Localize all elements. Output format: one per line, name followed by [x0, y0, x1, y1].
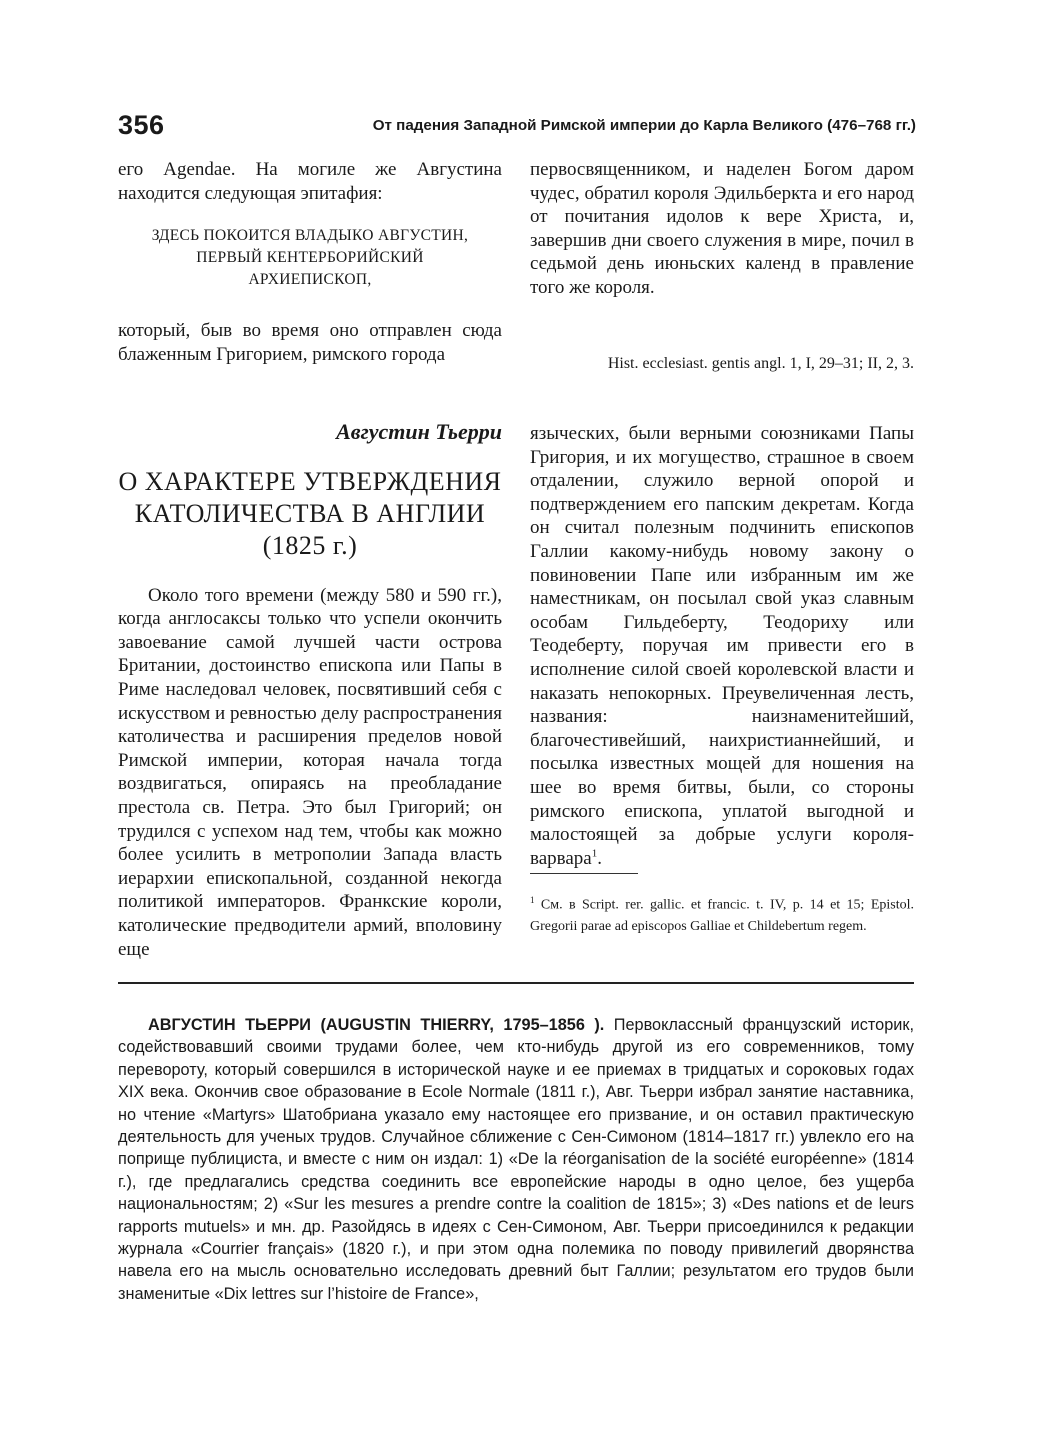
page-number: 356: [118, 110, 165, 140]
running-title: От падения Западной Римской империи до Карла Великого (476–768 гг.): [372, 117, 916, 134]
epitaph-line: ЗДЕСЬ ПОКОИТСЯ ВЛАДЫКО АВГУСТИН,: [151, 227, 469, 245]
footnote: [530, 890, 914, 937]
article-left-column: [118, 420, 502, 961]
footnote-reference: 1: [591, 847, 598, 860]
epitaph: [118, 225, 502, 291]
article-title-line: О ХАРАКТЕРЕ УТВЕРЖДЕНИЯ: [118, 466, 502, 496]
article-right-column: [530, 422, 914, 870]
epitaph-ending: первосвященником, и наделен Богом даром чудес, обратил короля Эдильберкта и его народ от почитания идолов к вере Христа, и, завершив дни своего служения в мире, почил в седьмой день июньских календ в правление того же короля.: [530, 159, 914, 298]
article-year: (1825 г.): [262, 530, 358, 560]
epitaph-line: АРХИЕПИСКОП,: [248, 271, 372, 289]
epitaph-continuation: который, быв во время оно отправлен сюда блаженным Григорием, римского города: [118, 320, 502, 365]
article-text-right: языческих, были верными союзниками Папы Григория, и их могущество, страшное в своем отдалении, служило верной опорой и подтверждением его папским декретам. Когда он считал полезным подчинить епископов Галлии какому-нибудь новому закону о повиновении Папе или избранным им же наместникам, он посылал свой указ славным особам Гильдеберту, Теодориху или Теодеберту, поручая им привести его в исполнение силой своей королевской власти и наказать непокорных. Преувеличенная лесть, названия: наизнаменитейший, благочестивейший, наихристианнейший, и посылка известных мощей для ношения на шее во время битвы, были, со стороны римского епископа, уплатой выгодной и малостоящей за добрые услуги короля-варвара$^1$.: [530, 423, 914, 869]
footnote-number: 1: [530, 895, 535, 905]
article-text-right-body: языческих, были верными союзниками Папы Григория, и их могущество, страшное в своем отдалении, служило верной опорой и подтверждением его папским декретам. Когда он считал полезным подчинить епископов Галлии какому-нибудь новому закону о повиновении Папе или избранным им же наместникам, он посылал свой указ славным особам Гильдеберту, Теодориху или Теодеберту, поручая им привести его в исполнение силой своей королевской власти и наказать непокорных. Преувеличенная лесть, названия: наизнаменитейший, благочестивейший, наихристианнейший, и посылка известных мощей для ношения на шее во время битвы, были, со стороны римского епископа, уплатой выгодной и малостоящей за добрые услуги короля-варвара: [530, 423, 914, 869]
epitaph-line: ПЕРВЫЙ КЕНТЕРБОРИЙСКИЙ: [196, 249, 424, 267]
section-divider: [118, 982, 914, 984]
footnote-divider: [530, 873, 638, 874]
author-biography: [118, 1014, 914, 1305]
top-right-column: [530, 158, 914, 375]
article-title-line: КАТОЛИЧЕСТВА В АНГЛИИ: [134, 498, 486, 528]
source-citation: Hist. ecclesiast. gentis angl. 1, I, 29–31; II, 2, 3.: [607, 354, 914, 372]
footnote-text: См. в Script. rer. gallic. et francic. t. IV, p. 14 et 15; Epistol. Gregorii parae ad episcopos Galliae et Childebertum regem.: [530, 897, 915, 934]
article-author: Августин Тьерри: [336, 419, 502, 444]
article-text-left: Около того времени (между 580 и 590 гг.), когда англосаксы только что успели окончить завоевание самой лучшей части острова Британии, достоинство епископа или Папы в Риме наследовал человек, посвятивший себя с искусством и ревностью делу распространения католичества и расширения пределов новой Римской империи, которая начала тогда воздвигаться, опираясь на преобладание престола св. Петра. Это был Григорий; он трудился с успехом над тем, чтобы как можно более усилить в метрополии Запада власть иерархии епископальной, созданной некогда политикой императоров. Франкские короли, католические предводители армий, вполовину еще: [118, 584, 502, 960]
article-title: [118, 466, 502, 562]
biography-heading: АВГУСТИН ТЬЕРРИ (AUGUSTIN THIERRY, 1795–1856 ).: [148, 1016, 605, 1034]
top-left-column: [118, 158, 502, 366]
epitaph-intro: его Agendae. На могиле же Августина находится следующая эпитафия:: [118, 159, 502, 204]
biography-text: Первоклассный французский историк, содействовавший своими трудами более, чем кто-нибудь другой из его современников, тому перевороту, который совершился в исторической науке и ее приемах в тридцатых и сороковых годах XIX века. Окончив свое образование в Ecole Normale (1811 г.), Авг. Тьерри избрал занятие наставника, но чтение «Martyrs» Шатобриана указало ему настоящее его призвание, и он оставил практическую деятельность для ученых трудов. Случайное сближение с Сен-Симоном (1814–1817 гг.) увлекло его на поприще публициста, и вместе с ним он издал: 1) «De la réorganisation de la société européenne» (1814 г.), где предлагались средства соединить все европейские народы в одно целое, без ущерба национальностям; 2) «Sur les mesures a prendre contre la coalition de 1815»; 3) «Des nations et de leurs rapports mutuels» и мн. др. Разойдясь в идеях с Сен-Симоном, Авг. Тьерри присоединился к редакции журнала «Courrier français» (1820 г.), и при этом одна полемика по поводу привилегий дворянства навела его на мысль основательно исследовать древний быт Галлии; результатом его трудов были знаменитые «Dix lettres sur l’histoire de France»,: [118, 1016, 914, 1303]
